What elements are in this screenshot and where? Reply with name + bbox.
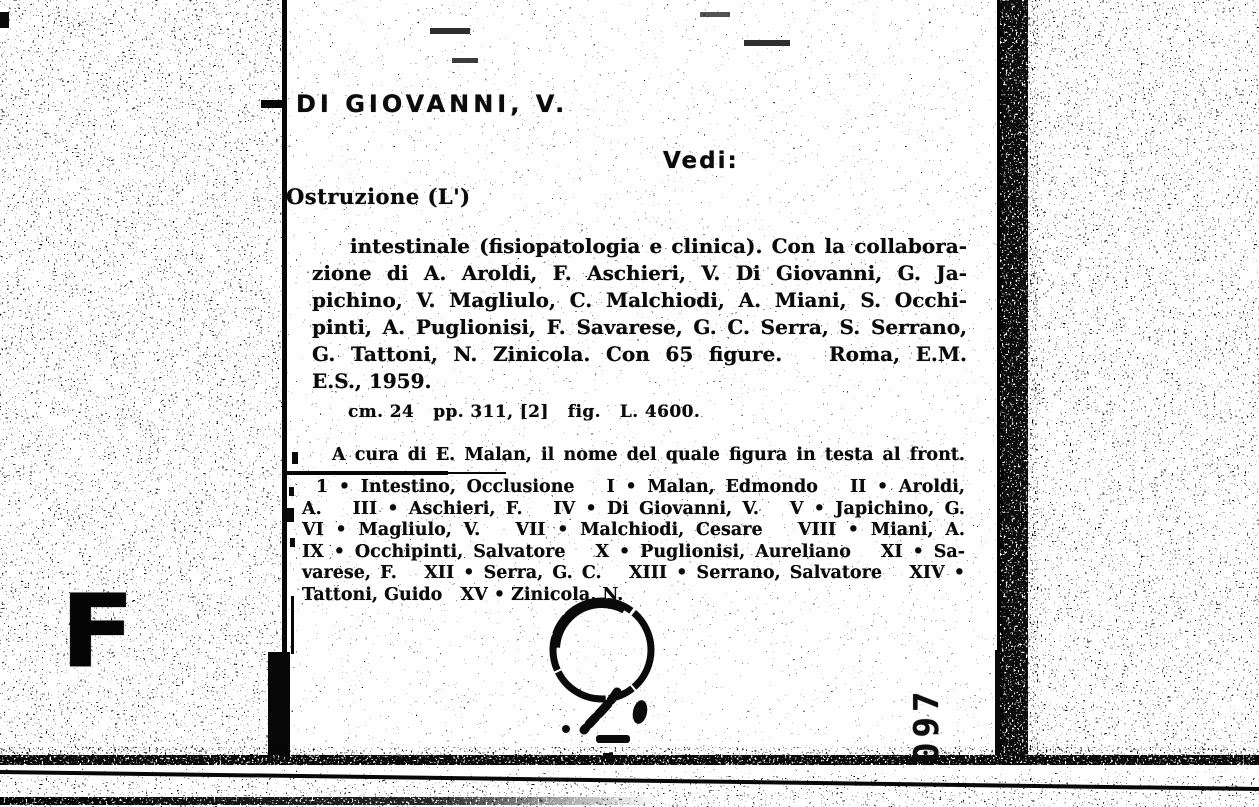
tracings-line: IX • Occhipinti, Salvatore X • Puglionisi, Aureliano XI • Sa- (302, 541, 965, 562)
collation-line: cm. 24 pp. 311, [2] fig. L. 4600. (348, 402, 701, 422)
margin-mark-4 (290, 538, 295, 547)
corner-blot (0, 12, 9, 28)
card-left-rule (282, 0, 287, 756)
body-line: G. Tattoni, N. Zinicola. Con 65 figure. Roma, E.M. (312, 342, 967, 366)
body-line: pichino, V. Magliulo, C. Malchiodi, A. Miani, S. Occhi- (312, 288, 967, 312)
guide-letter-f: F (60, 572, 136, 690)
bottom-band-ragged-top (0, 747, 1259, 756)
top-dash-4 (700, 12, 730, 17)
card-left-rule-double (291, 596, 294, 654)
margin-tick-header (261, 100, 285, 108)
stamp-scribble-dot (562, 725, 570, 733)
body-line: zione di A. Aroldi, F. Aschieri, V. Di Giovanni, G. Ja- (312, 261, 967, 285)
top-dash-3 (744, 40, 790, 46)
note-underline (286, 471, 448, 475)
frame-band-right-holes (1000, 0, 1028, 762)
body-line: pinti, A. Puglionisi, F. Savarese, G. C. Serra, S. Serrano, (312, 315, 967, 339)
card-heading: DI GIOVANNI, V. (296, 90, 569, 118)
stamp-scribble-dash (596, 735, 630, 743)
tracings-line: 1 • Intestino, Occlusione I • Malan, Edmondo II • Aroldi, (316, 477, 965, 497)
tracings-block (302, 477, 965, 606)
card-title-entry: Ostruzione (L') (286, 184, 471, 209)
frame-band-right-fringe (1026, 0, 1038, 762)
top-dash-2 (452, 58, 478, 63)
right-rule-foot (995, 650, 1000, 762)
bottom-left-ragged-holes (0, 797, 660, 805)
tracings-line: VI • Magliulo, V. VII • Malchiodi, Cesare VIII • Miani, A. (302, 520, 965, 540)
tracings-line: Tattoni, Guido XV • Zinicola, N. (302, 584, 624, 605)
margin-mark-1 (292, 452, 298, 464)
speckle-left-margin (0, 0, 284, 760)
bottom-band-holes (0, 755, 1259, 765)
card-left-rule-thick-foot (268, 652, 290, 762)
top-dash-1 (430, 28, 470, 34)
body-line: E.S., 1959. (312, 369, 432, 393)
note-underline-tail (448, 472, 506, 474)
frame-number-rotated: 097 (907, 686, 947, 763)
body-line: intestinale (fisiopatologia e clinica). Con la collabora- (350, 234, 967, 258)
editor-note-line: A cura di E. Malan, il nome del quale figura in testa al front. (332, 445, 965, 465)
stamp-scribble-tick (603, 753, 613, 759)
tracings-line: varese, F. XII • Serra, G. C. XIII • Serrano, Salvatore XIV • (302, 563, 965, 583)
margin-mark-2 (289, 487, 294, 496)
tracings-line: A. III • Aschieri, F. IV • Di Giovanni, V. V • Japichino, G. (302, 498, 965, 519)
see-reference-label: Vedi: (663, 148, 739, 174)
margin-mark-3 (287, 508, 294, 522)
card-body-paragraph (312, 233, 967, 395)
speckle-right-margin (1030, 0, 1259, 760)
